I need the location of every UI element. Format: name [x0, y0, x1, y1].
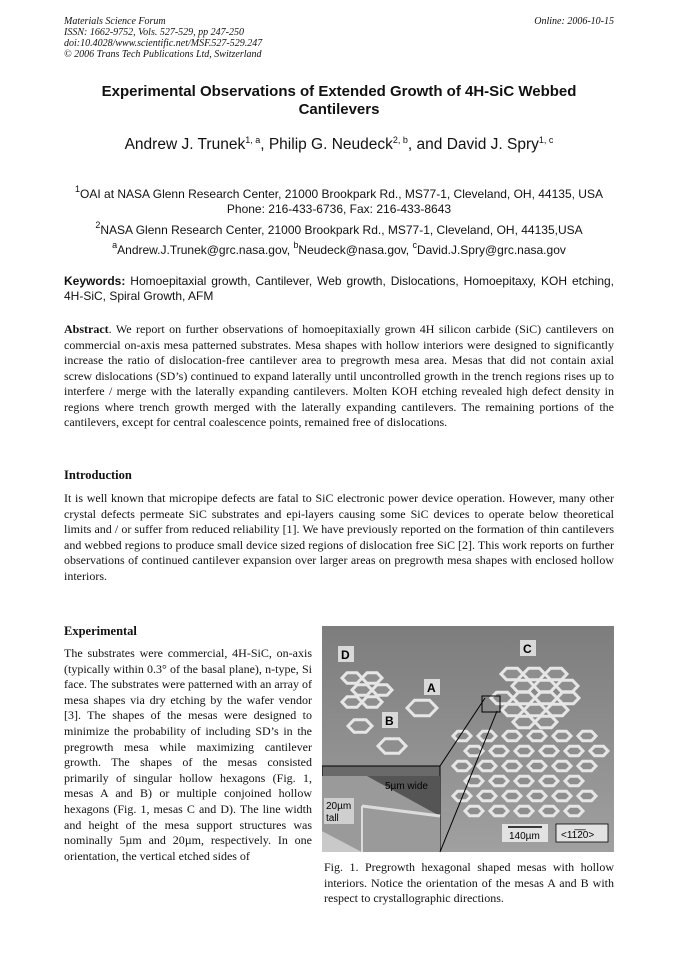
mesa-hexagon: [501, 668, 523, 679]
abstract-text: . We report on further observations of homoepitaxially grown 4H silicon carbide (SiC) cantilevers on commercial on-axis mesa patterned substrates. Mesa shapes with hollow interiors were designed to significantly increase the ratio of dislocation-free cantilever area to pregrowth mesa area. Mesas that did not contain axial screw dislocations (SD’s) continued to expand laterally until uncontrolled growth in the trench regions rises up to interfere / merge with the laterally expanding cantilevers. Molten KOH etching revealed high defect density in regions where trench growth merged with the laterally expanding cantilevers. The remaining portions of the cantilevers, except for central coalescence points, remained free of dislocations.: [64, 322, 614, 429]
author-list: [64, 130, 614, 155]
affiliation-2: [64, 218, 614, 238]
mesa-hexagon: [515, 776, 533, 785]
mesa-hexagon: [503, 791, 521, 800]
mesa-hexagon: [565, 746, 583, 755]
affiliation-text: OAI at NASA Glenn Research Center, 21000 Brookpark Rd., MS77-1, Cleveland, OH, 44135, USA Phone: 216-433-6736, Fax: 216-433-8643: [80, 187, 603, 216]
mesa-label-b: B: [385, 714, 394, 728]
email-list: [64, 238, 614, 258]
keywords: [64, 274, 614, 304]
mesa-hexagon: [465, 806, 483, 815]
mesa-hexagon: [515, 746, 533, 755]
scale-bar-label: 140µm: [509, 831, 540, 842]
affiliation-mark: 1: [75, 184, 81, 194]
mesa-hexagon: [513, 692, 535, 703]
mesa-hexagon: [342, 697, 362, 707]
email-link[interactable]: Andrew.J.Trunek@grc.nasa.gov: [117, 243, 287, 257]
affiliation-text: NASA Glenn Research Center, 21000 Brookpark Rd., MS77-1, Cleveland, OH, 44135,USA: [100, 223, 583, 237]
mesa-hexagon: [407, 700, 437, 716]
mesa-hexagon: [372, 685, 392, 695]
abstract-label: Abstract: [64, 322, 109, 336]
doi-line[interactable]: doi:10.4028/www.scientific.net/MSF.527-529.247: [64, 38, 263, 49]
abstract: [64, 322, 614, 431]
mesa-hexagon: [540, 806, 558, 815]
author-affiliation-mark: 1, c: [538, 135, 554, 145]
inset-height-label-1: 20µm: [326, 801, 352, 812]
author-name: Andrew J. Trunek: [124, 136, 246, 153]
mesa-label-d: D: [341, 648, 350, 662]
author-affiliation-mark: 1, a: [245, 135, 261, 145]
mesa-hexagon: [491, 692, 513, 703]
mesa-hexagon: [362, 673, 382, 683]
mesa-hexagon: [528, 791, 546, 800]
email-mark: c: [412, 240, 417, 250]
mesa-hexagon: [545, 668, 567, 679]
mesa-hexagon: [490, 776, 508, 785]
mesa-hexagon: [540, 776, 558, 785]
mesa-hexagon: [502, 704, 524, 715]
author-name: David J. Spry: [446, 136, 539, 153]
mesa-hexagon: [565, 776, 583, 785]
mesa-hexagon: [535, 692, 557, 703]
mesa-hexagon: [490, 746, 508, 755]
author-affiliation-mark: 2, b: [392, 135, 408, 145]
mesa-label-c: C: [523, 642, 532, 656]
email-separator: ,: [286, 243, 294, 257]
experimental-heading: Experimental: [64, 624, 137, 638]
mesa-hexagon: [590, 746, 608, 755]
affiliation-1: [64, 182, 614, 217]
mesa-hexagon: [503, 731, 521, 740]
mesa-hexagon: [478, 761, 496, 770]
online-date: Online: 2006-10-15: [534, 16, 614, 27]
email-link[interactable]: David.J.Spry@grc.nasa.gov: [416, 243, 566, 257]
mesa-hexagon: [534, 680, 556, 691]
email-mark: b: [293, 240, 299, 250]
mesa-hexagon: [478, 791, 496, 800]
keywords-label: Keywords:: [64, 274, 126, 288]
mesa-hexagon: [578, 761, 596, 770]
mesa-hexagon: [523, 668, 545, 679]
email-separator: ,: [405, 243, 413, 257]
mesa-hexagon: [535, 716, 557, 727]
mesa-label-a: A: [427, 681, 436, 695]
journal-header: [64, 16, 262, 60]
copyright-line: © 2006 Trans Tech Publications Ltd, Switzerland: [64, 49, 262, 60]
email-link[interactable]: Neudeck@nasa.gov: [298, 243, 406, 257]
experimental-text: The substrates were commercial, 4H-SiC, on-axis (typically within 0.3° of the basal plane), n-type, Si face. The substrates were patterned with an array of mesa shapes via dry etching by the wafer vendor [3]. The shapes of the mesas were designed to minimize the probability of including SD’s in the pregrowth mesa while maximizing cantilever growth. The shapes of the mesas consisted primarily of singular hollow hexagons (Fig. 1, mesas A and B) or multiple conjoined hollow hexagons (Fig. 1, mesas C and D). The line width and height of the mesa support structures was nominally 5µm and 20µm, respectively. In one orientation, the vertical etched sides of: [64, 646, 312, 863]
author-separator: , and: [407, 136, 447, 153]
mesa-hexagon: [546, 704, 568, 715]
mesa-hexagon: [515, 806, 533, 815]
mesa-hexagon: [540, 746, 558, 755]
mesa-hexagon: [352, 685, 372, 695]
mesa-hexagon: [553, 731, 571, 740]
inset-height-label-2: tall: [326, 813, 339, 824]
mesa-hexagon: [553, 791, 571, 800]
journal-name: Materials Science Forum: [64, 16, 166, 27]
mesa-hexagon: [503, 761, 521, 770]
intro-heading: Introduction: [64, 468, 132, 482]
issn-line: ISSN: 1662-9752, Vols. 527-529, pp 247-250: [64, 27, 244, 38]
mesa-hexagon: [512, 680, 534, 691]
mesa-hexagon: [342, 673, 362, 683]
mesa-hexagon: [565, 806, 583, 815]
email-mark: a: [112, 240, 118, 250]
author-name: Philip G. Neudeck: [268, 136, 393, 153]
mesa-hexagon: [453, 791, 471, 800]
mesa-hexagon: [513, 716, 535, 727]
mesa-hexagon: [557, 692, 579, 703]
keywords-text: Homoepitaxial growth, Cantilever, Web growth, Dislocations, Homoepitaxy, KOH etching, 4H-SiC, Spiral Growth, AFM: [64, 274, 614, 303]
affiliation-mark: 2: [95, 220, 101, 230]
figure-1-sem-image: [322, 626, 614, 852]
mesa-hexagon: [362, 697, 382, 707]
mesa-hexagon: [578, 791, 596, 800]
paper-title: Experimental Observations of Extended Growth of 4H-SiC Webbed Cantilevers: [101, 83, 577, 118]
author-separator: ,: [260, 136, 269, 153]
mesa-hexagon: [378, 739, 406, 754]
mesa-hexagon: [528, 731, 546, 740]
mesa-hexagon: [553, 761, 571, 770]
mesa-hexagon: [453, 761, 471, 770]
mesa-hexagon: [556, 680, 578, 691]
crystal-direction-label: <11̅2̅0>: [561, 830, 595, 841]
mesa-hexagon: [528, 761, 546, 770]
intro-text: It is well known that micropipe defects are fatal to SiC electronic power device operation. However, many other crystal defects permeate SiC substrates and epi-layers causing some SiC devices to operate below theoretical limits and / or suffer from reduced reliability [1]. We have previously reported on the formation of thin cantilevers and webbed regions to produce small device sized regions of dislocation free SiC [2]. This work reports on further observations of continued cantilever expansion over larger areas on pregrowth mesa shapes with enclosed hollow interiors.: [64, 491, 614, 583]
mesa-hexagon: [578, 731, 596, 740]
mesa-hexagon: [348, 720, 372, 732]
mesa-hexagon: [490, 806, 508, 815]
mesa-hexagon: [524, 704, 546, 715]
figure-1-caption: Fig. 1. Pregrowth hexagonal shaped mesas with hollow interiors. Notice the orientation of the mesas A and B with respect to crystallographic directions.: [324, 860, 614, 905]
inset-width-label: 5µm wide: [385, 781, 428, 792]
